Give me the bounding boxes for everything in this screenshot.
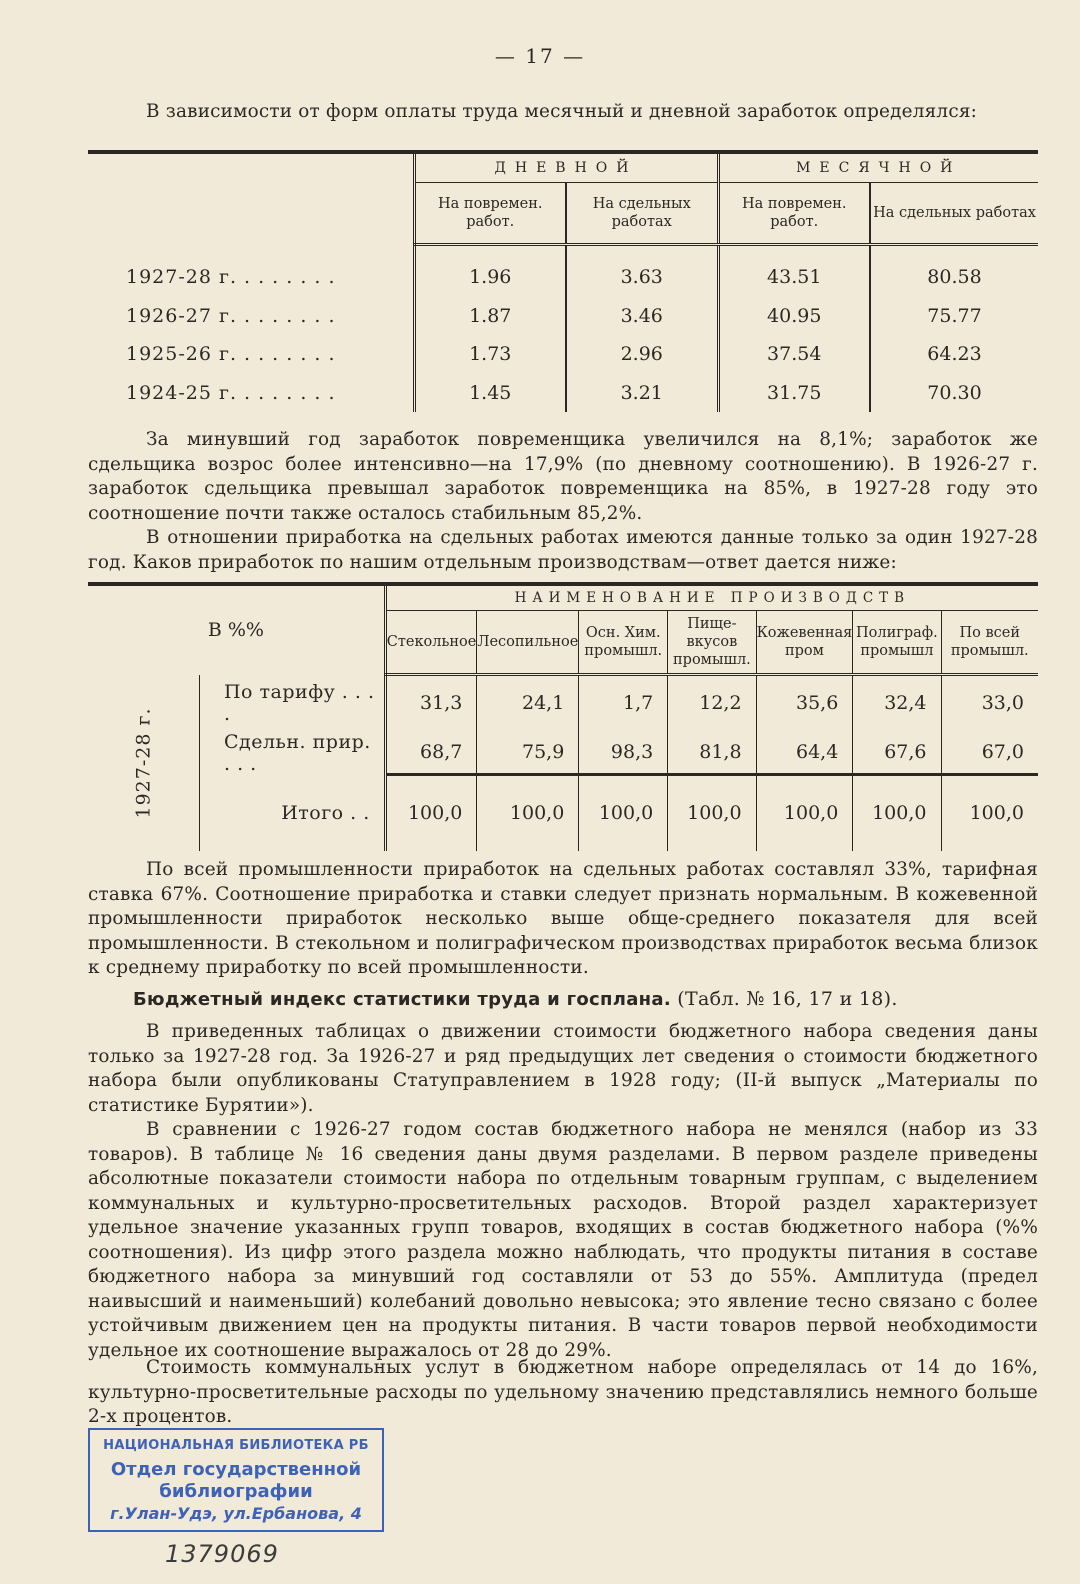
column-header: Стекольное xyxy=(385,611,477,675)
row-year: 1925-26 г. . . . . . . . xyxy=(126,343,336,366)
row-year: 1927-28 г. . . . . . . . xyxy=(126,266,336,289)
table-cell: 100,0 xyxy=(853,775,941,851)
table-row xyxy=(88,297,1038,336)
column-header: На повремен. работ. xyxy=(718,183,870,245)
row-year: 1926-27 г. . . . . . . . xyxy=(126,304,336,327)
column-header: На сдельных работах xyxy=(870,183,1038,245)
column-header: На повремен. работ. xyxy=(414,183,566,245)
table-cell: 100,0 xyxy=(385,775,477,851)
earnings-table xyxy=(88,150,1038,412)
piecework-table xyxy=(88,582,1038,851)
intro-paragraph: В зависимости от форм оплаты труда месячный и дневной заработок определялся: xyxy=(146,101,978,122)
group-header-monthly: МЕСЯЧНОЙ xyxy=(718,152,1038,183)
table-cell: 3.46 xyxy=(566,297,718,336)
column-header: Лесопильное xyxy=(477,611,579,675)
row-label: Сдельн. прир. . . . xyxy=(223,730,371,775)
table-cell: 1.45 xyxy=(414,374,566,413)
table-cell: 80.58 xyxy=(870,258,1038,297)
total-label: Итого . . xyxy=(281,801,370,824)
paragraph-wage-growth: За минувший год заработок повременщика увеличился на 8,1%; заработок же сдельщика возрос более интенсивно—на 17,9% (по дневному соотношению). В 1926-27 г. заработок сдельщика превышал заработок повременщика на 85%, в 1927-28 году это соотношение почти также осталось стабильным 85,2%. xyxy=(88,429,1038,524)
section-heading: Бюджетный индекс статистики труда и госплана. (Табл. № 16, 17 и 18). xyxy=(133,988,898,1010)
stamp-line: библиографии xyxy=(159,1481,313,1502)
table-cell: 64.23 xyxy=(870,335,1038,374)
stamp-line: Отдел государственной xyxy=(110,1459,362,1480)
table-cell: 100,0 xyxy=(941,775,1038,851)
table-cell: 3.63 xyxy=(566,258,718,297)
earnings-table-corner xyxy=(88,152,414,245)
table-cell: 70.30 xyxy=(870,374,1038,413)
table-cell: 81,8 xyxy=(668,731,756,775)
paragraph-piecework-summary: По всей промышленности приработок на сдельных работах составлял 33%, тарифная ставка 67%. Соотношение приработка и ставки следует признать нормальным. В кожевенной промышленности приработок несколько выше обще-среднего показателя для всей промышленности. В стекольном и полиграфическом производствах приработок весьма близок к среднему приработку по всей промышленности. xyxy=(88,859,1038,978)
paragraph-budget-composition: В сравнении с 1926-27 годом состав бюджетного набора не менялся (набор из 33 товаров). В таблице № 16 сведения даны двумя разделами. В первом разделе приведены абсолютные показатели стоимости набора по отдельным товарным группам, с выделением коммунальных и культурно-просветительных расходов. Второй раздел характеризует удельное значение указанных групп товаров, входящих в состав бюджетного набора (%% соотношения). Из цифр этого раздела можно наблюдать, что продукты питания в составе бюджетного набора за минувший год составляли от 53 до 55%. Амплитуда (предел наивысший и наименьший) колебаний довольно невысока; это явление тесно связано с более устойчивым движением цен на продукты питания. В части товаров первой необходимости удельное их соотношение выражалось от 28 до 29%. xyxy=(88,1119,1038,1361)
column-header: По всей промышл. xyxy=(941,611,1038,675)
table-cell: 68,7 xyxy=(385,731,477,775)
table-cell: 31.75 xyxy=(718,374,870,413)
table-cell: 24,1 xyxy=(477,675,579,731)
column-header: Полиграф. промышл xyxy=(853,611,941,675)
row-year: 1924-25 г. . . . . . . . xyxy=(126,381,336,404)
table-cell: 43.51 xyxy=(718,258,870,297)
table-cell: 1,7 xyxy=(579,675,668,731)
table-cell: 32,4 xyxy=(853,675,941,731)
year-label: 1927-28 г. xyxy=(88,675,199,851)
table-cell: 75,9 xyxy=(477,731,579,775)
table-cell: 33,0 xyxy=(941,675,1038,731)
table-cell: 1.73 xyxy=(414,335,566,374)
paragraph-communal-costs: Стоимость коммунальных услут в бюджетном наборе определялась от 14 до 16%, культурно-просветительные расходы по удельному значению представлялись немного больше 2-х процентов. xyxy=(88,1357,1038,1427)
page-number: — 17 — xyxy=(494,44,586,68)
piecework-table-corner: В %% xyxy=(88,584,385,675)
paragraph-budget-tables: В приведенных таблицах о движении стоимости бюджетного набора сведения даны только за 1927-28 год. За 1926-27 и ряд предыдущих лет сведения о стоимости бюджетного набора были опубликованы Статуправлением в 1928 году; (II-й выпуск „Материалы по статистике Бурятии»). xyxy=(88,1021,1038,1116)
table-row xyxy=(88,675,1038,731)
table-total-row xyxy=(88,775,1038,851)
stamp-line: г.Улан-Удэ, ул.Ербанова, 4 xyxy=(110,1504,362,1523)
table-cell: 3.21 xyxy=(566,374,718,413)
paragraph-piecework-intro: В отношении приработка на сдельных работах имеются данные только за один 1927-28 год. Каков приработок по нашим отдельным производствам—ответ дается ниже: xyxy=(88,527,1038,573)
table-row xyxy=(88,731,1038,775)
stamp-line: НАЦИОНАЛЬНАЯ БИБЛИОТЕКА РБ xyxy=(103,1438,369,1453)
column-header: На сдельных работах xyxy=(566,183,718,245)
handwritten-inventory-number: 1379069 xyxy=(165,1540,279,1568)
table-cell: 40.95 xyxy=(718,297,870,336)
table-cell: 67,6 xyxy=(853,731,941,775)
table-cell: 1.87 xyxy=(414,297,566,336)
table-cell: 1.96 xyxy=(414,258,566,297)
table-cell: 31,3 xyxy=(385,675,477,731)
table-cell: 12,2 xyxy=(668,675,756,731)
table-cell: 37.54 xyxy=(718,335,870,374)
table-cell: 100,0 xyxy=(756,775,853,851)
table-row xyxy=(88,258,1038,297)
row-label: По тарифу . . . . xyxy=(223,680,375,725)
column-header: Осн. Хим. промышл. xyxy=(579,611,668,675)
table-cell: 64,4 xyxy=(756,731,853,775)
table-row xyxy=(88,374,1038,413)
table-cell: 75.77 xyxy=(870,297,1038,336)
group-header-industries: НАИМЕНОВАНИЕ ПРОИЗВОДСТВ xyxy=(385,584,1038,611)
column-header: Кожевенная пром xyxy=(756,611,853,675)
table-cell: 35,6 xyxy=(756,675,853,731)
table-cell: 100,0 xyxy=(477,775,579,851)
table-cell: 67,0 xyxy=(941,731,1038,775)
library-stamp xyxy=(88,1428,384,1532)
table-cell: 100,0 xyxy=(579,775,668,851)
table-cell: 98,3 xyxy=(579,731,668,775)
group-header-daily: ДНЕВНОЙ xyxy=(414,152,718,183)
table-row xyxy=(88,335,1038,374)
table-cell: 100,0 xyxy=(668,775,756,851)
column-header: Пище-вкусов промышл. xyxy=(668,611,756,675)
table-cell: 2.96 xyxy=(566,335,718,374)
